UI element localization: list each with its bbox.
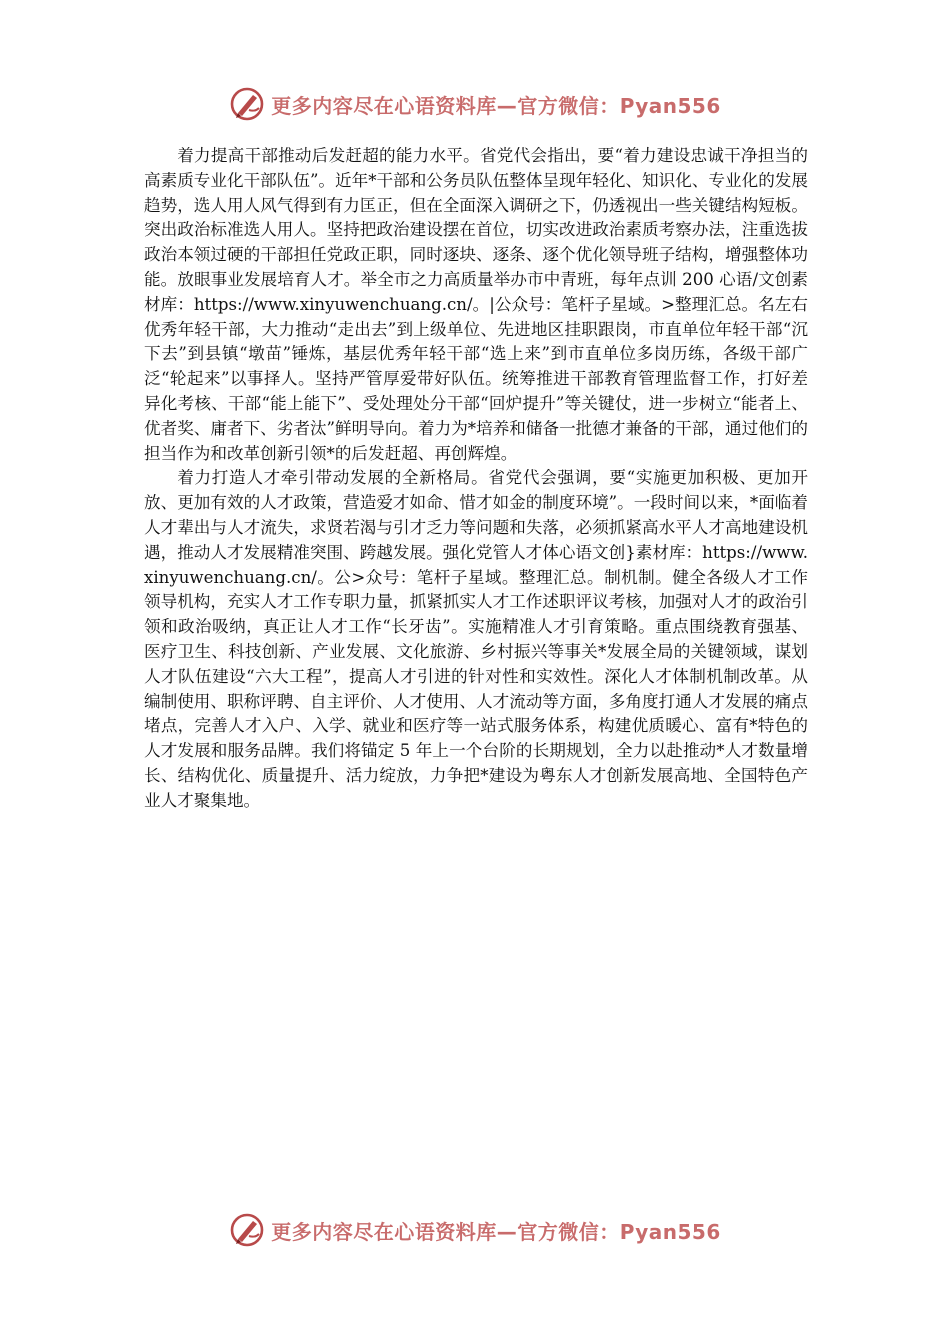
paragraph-cadre-ability: 着力提高干部推动后发赶超的能力水平。省党代会指出，要“着力建设忠诚干净担当的高素质专业化干部队伍”。近年*干部和公务员队伍整体呈现年轻化、知识化、专业化的发展趋势，选人用人风气得到有力匡正，但在全面深入调研之下，仍透视出一些关键结构短板。突出政治标准选人用人。坚持把政治建设摆在首位，切实改进政治素质考察办法，注重选拔政治本领过硬的干部担任党政正职，同时逐块、逐条、逐个优化领导班子结构，增强整体功能。放眼事业发展培育人才。举全市之力高质量举办市中青班，每年点训 200 心语/文创素材库：https://www.xinyuwenchuang.cn/。|公众号：笔杆子星域。>整理汇总。名左右优秀年轻干部，大力推动“走出去”到上级单位、先进地区挂职跟岗，市直单位年轻干部“沉下去”到县镇“墩苗”锤炼，基层优秀年轻干部“选上来”到市直单位多岗历练，各级干部广泛“轮起来”以事择人。坚持严管厚爱带好队伍。统筹推进干部教育管理监督工作，打好差异化考核、干部“能上能下”、受处理处分干部“回炉提升”等关键仗，进一步树立“能者上、优者奖、庸者下、劣者汰”鲜明导向。着力为*培养和储备一批德才兼备的干部，通过他们的担当作为和改革创新引领*的后发赶超、再创辉煌。 xyxy=(144,146,808,463)
header-banner xyxy=(0,84,950,124)
footer-banner xyxy=(0,1210,950,1250)
footer-banner-text: 更多内容尽在心语资料库—官方微信：Pyan556 xyxy=(271,1219,721,1244)
document-body xyxy=(144,144,808,814)
pen-logo-icon xyxy=(229,1212,265,1248)
header-banner-text: 更多内容尽在心语资料库—官方微信：Pyan556 xyxy=(271,93,721,118)
pen-logo-icon xyxy=(229,86,265,122)
paragraph-talent-development: 着力打造人才牵引带动发展的全新格局。省党代会强调，要“实施更加积极、更加开放、更加有效的人才政策，营造爱才如命、惜才如金的制度环境”。一段时间以来，*面临着人才辈出与人才流失，求贤若渴与引才乏力等问题和失落，必须抓紧高水平人才高地建设机遇，推动人才发展精准突围、跨越发展。强化党管人才体心语文创}素材库：https://www.xinyuwenchuang.cn/。公>众号：笔杆子星域。整理汇总。制机制。健全各级人才工作领导机构，充实人才工作专职力量，抓紧抓实人才工作述职评议考核，加强对人才的政治引领和政治吸纳，真正让人才工作“长牙齿”。实施精准人才引育策略。重点围绕教育强基、医疗卫生、科技创新、产业发展、文化旅游、乡村振兴等事关*发展全局的关键领域，谋划人才队伍建设“六大工程”，提高人才引进的针对性和实效性。深化人才体制机制改革。从编制使用、职称评聘、自主评价、人才使用、人才流动等方面，多角度打通人才发展的痛点堵点，完善人才入户、入学、就业和医疗等一站式服务体系，构建优质暖心、富有*特色的人才发展和服务品牌。我们将锚定 5 年上一个台阶的长期规划，全力以赴推动*人才数量增长、结构优化、质量提升、活力绽放，力争把*建设为粤东人才创新发展高地、全国特色产业人才聚集地。 xyxy=(144,468,808,810)
